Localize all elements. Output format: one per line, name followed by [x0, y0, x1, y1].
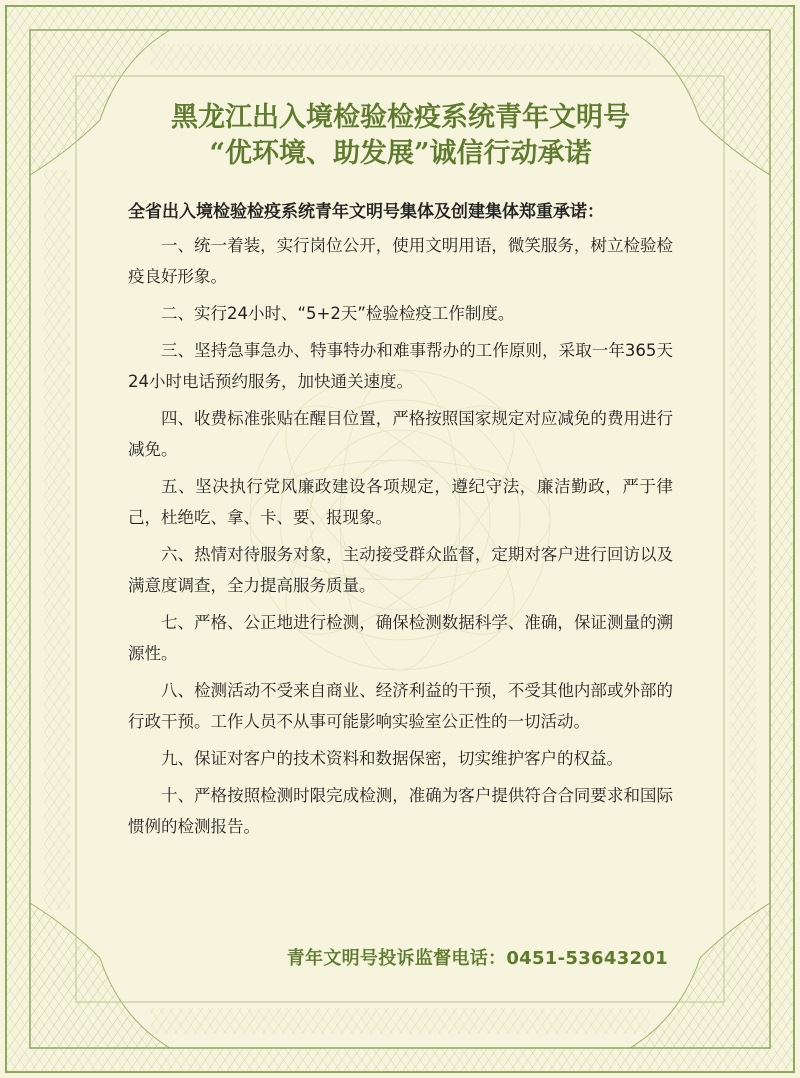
promise-item-6: 六、热情对待服务对象，主动接受群众监督，定期对客户进行回访以及满意度调查，全力提高服务质量。 — [128, 545, 673, 595]
title-line-1: 黑龙江出入境检验检疫系统青年文明号 — [171, 102, 630, 133]
promise-item-7: 七、严格、公正地进行检测，确保检测数据科学、准确，保证测量的溯源性。 — [128, 613, 673, 663]
promise-item-4: 四、收费标准张贴在醒目位置，严格按照国家规定对应减免的费用进行减免。 — [128, 409, 673, 459]
title-line-2: “优环境、助发展”诚信行动承诺 — [209, 138, 592, 169]
promise-item-2: 二、实行24小时、“5+2天”检验检疫工作制度。 — [161, 304, 515, 323]
promise-item-3: 三、坚持急事急办、特事特办和难事帮办的工作原则，采取一年365天24小时电话预约服务，加快通关速度。 — [128, 341, 673, 391]
intro-statement: 全省出入境检验检疫系统青年文明号集体及创建集体郑重承诺： — [128, 202, 604, 222]
promise-item-5: 五、坚决执行党风廉政建设各项规定，遵纪守法，廉洁勤政，严于律己，杜绝吃、拿、卡、要、报现象。 — [128, 477, 673, 527]
page-title — [128, 100, 673, 172]
promise-item-8: 八、检测活动不受来自商业、经济利益的干预，不受其他内部或外部的行政干预。工作人员不从事可能影响实验室公正性的一切活动。 — [128, 681, 673, 731]
promise-item-10: 十、严格按照检测时限完成检测，准确为客户提供符合合同要求和国际惯例的检测报告。 — [128, 786, 673, 836]
complaint-hotline: 青年文明号投诉监督电话：0451-53643201 — [286, 948, 668, 969]
promise-item-9: 九、保证对客户的技术资料和数据保密，切实维护客户的权益。 — [161, 749, 623, 768]
promise-item-1: 一、统一着装，实行岗位公开，使用文明用语，微笑服务，树立检验检疫良好形象。 — [128, 236, 673, 286]
promise-content — [128, 100, 673, 842]
